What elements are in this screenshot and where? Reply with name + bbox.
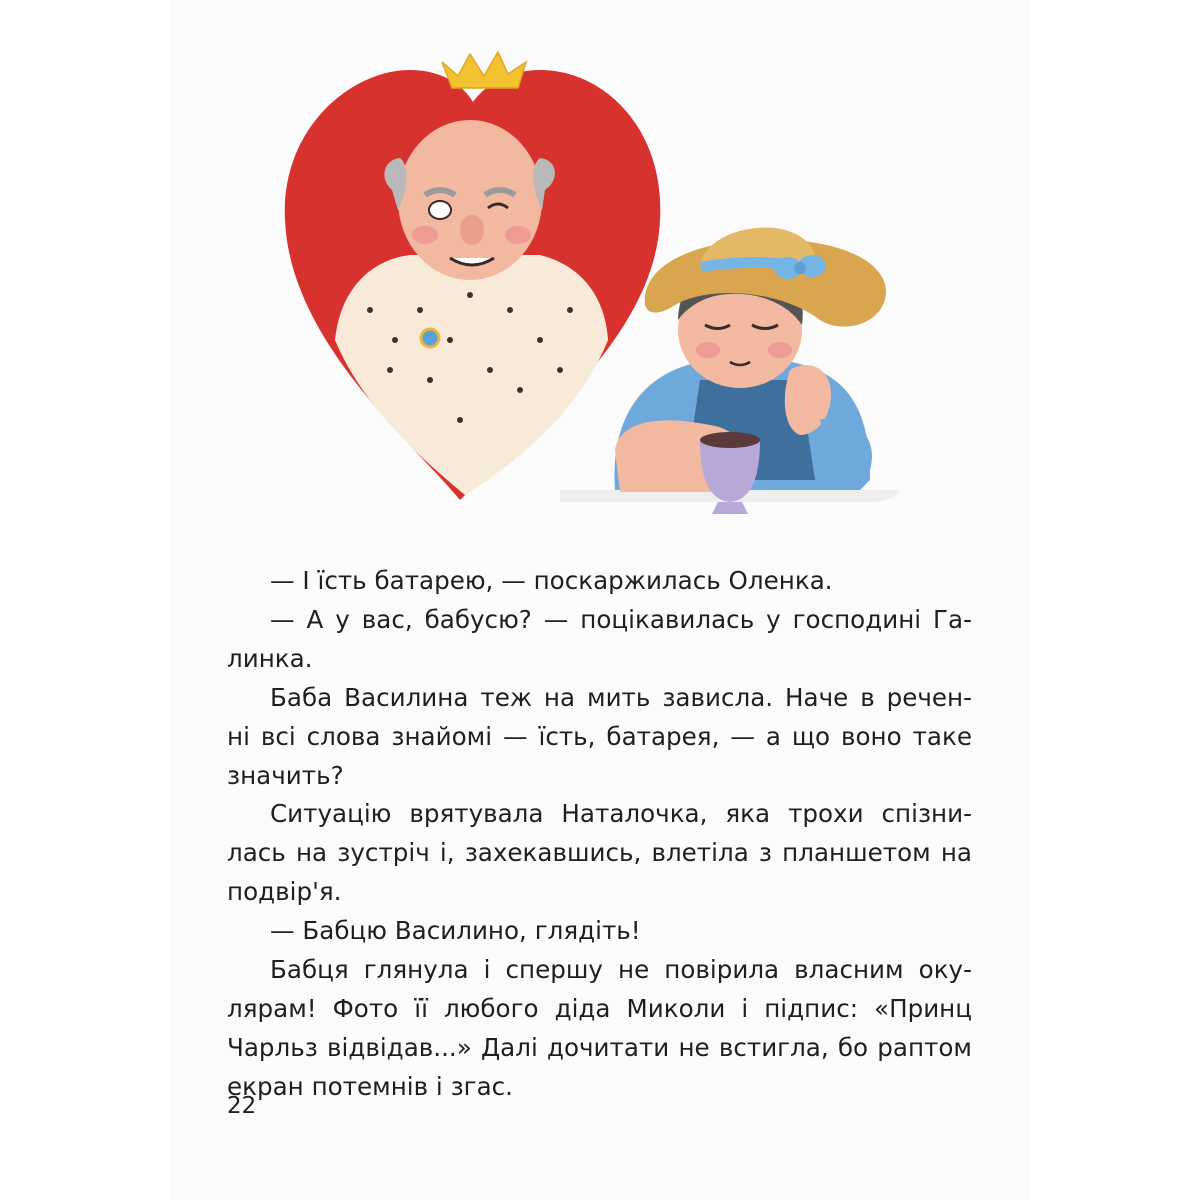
story-illustration [260, 40, 920, 540]
text-line: Чарльз відвідав...» Далі дочитати не встигла, бо раптом [227, 1032, 972, 1062]
story-text [227, 562, 972, 1107]
text-line: ні всі слова знайомі — їсть, батарея, — а що воно таке [227, 721, 972, 751]
text-line: екран потемнів і згас. [227, 1071, 513, 1101]
text-line: Бабця глянула і спершу не повірила власним оку- [270, 955, 972, 985]
text-line: лярам! Фото її любого діда Миколи і підпис: «Принц [227, 993, 972, 1023]
text-line: — І їсть батарею, — поскаржилась Оленка. [270, 566, 833, 595]
text-line: лась на зустріч і, захекавшись, влетіла з планшетом на [227, 838, 972, 868]
page-number: 22 [227, 1093, 257, 1119]
text-line: подвір'я. [227, 877, 342, 907]
crown-icon [442, 52, 526, 88]
text-line: — Бабцю Василино, глядіть! [270, 916, 641, 946]
text-line: линка. [227, 643, 313, 673]
text-line: Ситуацію врятувала Наталочка, яка трохи спізни- [270, 799, 972, 829]
text-line: — А у вас, бабусю? — поцікавилась у господині Га- [270, 604, 972, 634]
text-line: значить? [227, 760, 344, 790]
text-line: Баба Василина теж на мить зависла. Наче в речен- [270, 682, 972, 712]
